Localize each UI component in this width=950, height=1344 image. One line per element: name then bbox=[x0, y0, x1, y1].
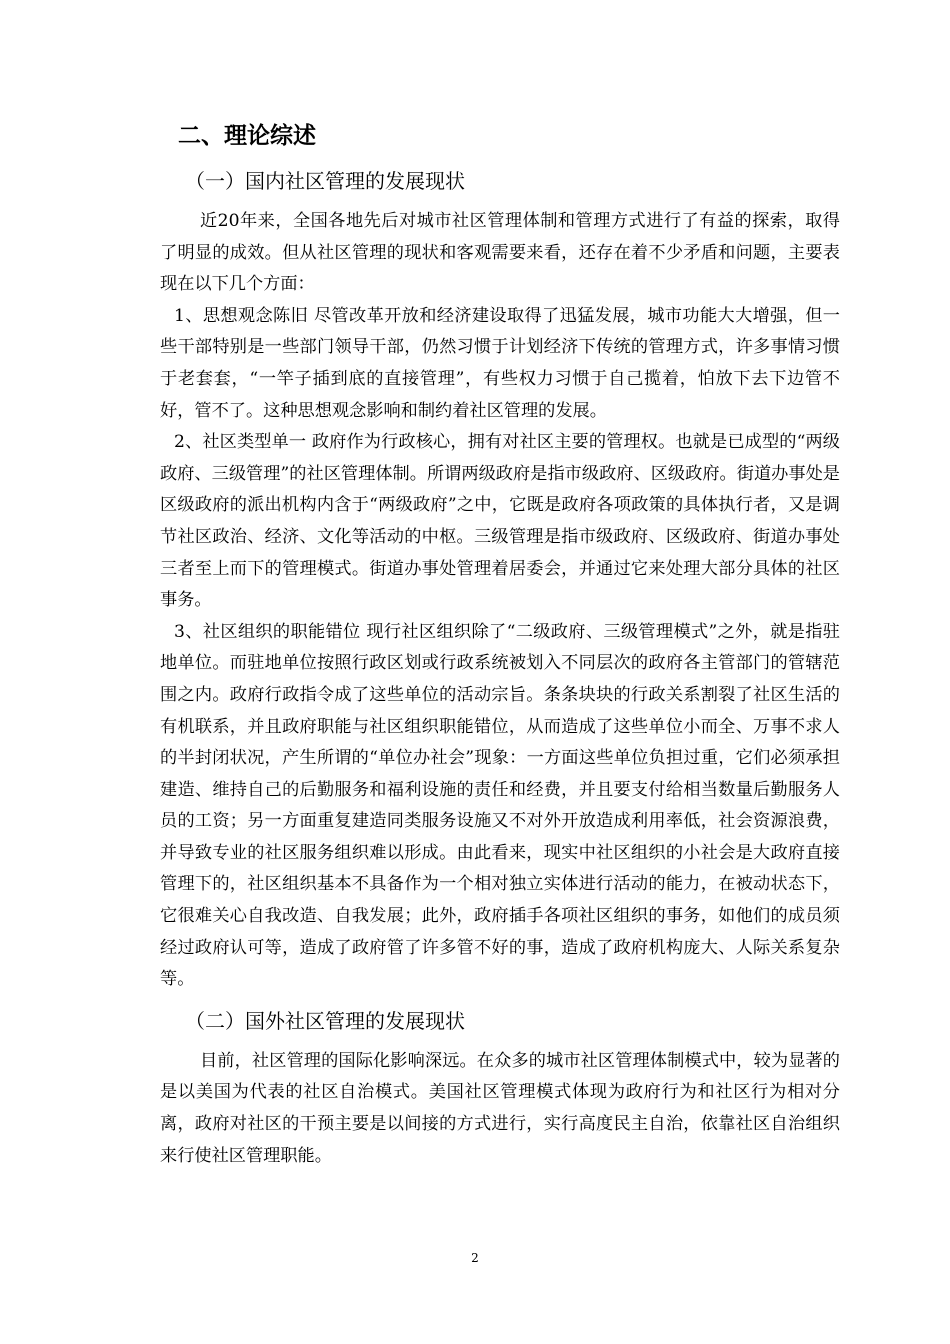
page-content bbox=[160, 110, 840, 1172]
paragraph-foreign: 目前，社区管理的国际化影响深远。在众多的城市社区管理体制模式中，较为显著的是以美国为代表的社区自治模式。美国社区管理模式体现为政府行为和社区行为相对分离，政府对社区的干预主要是以间接的方式进行，实行高度民主自治，依靠社区自治组织来行使社区管理职能。 bbox=[160, 1050, 840, 1166]
section-title-foreign: （二）国外社区管理的发展现状 bbox=[185, 1008, 465, 1033]
list-item: 3、社区组织的职能错位 现行社区组织除了“二级政府、三级管理模式”之外，就是指驻地单位。而驻地单位按照行政区划或行政系统被划入不同层次的政府各主管部门的管辖范围之内。政府行政指令成了这些单位的活动宗旨。条条块块的行政关系割裂了社区生活的有机联系，并且政府职能与社区组织职能错位，从而造成了这些单位小而全、万事不求人的半封闭状况，产生所谓的“单位办社会”现象：一方面这些单位负担过重，它们必须承担建造、维持自己的后勤服务和福利设施的责任和经费，并且要支付给相当数量后勤服务人员的工资；另一方面重复建造同类服务设施又不对外开放造成利用率低，社会资源浪费，并导致专业的社区服务组织难以形成。由此看来，现实中社区组织的小社会是大政府直接管理下的，社区组织基本不具备作为一个相对独立实体进行活动的能力，在被动状态下，它很难关心自我改造、自我发展；此外，政府插手各项社区组织的事务，如他们的成员须经过政府认可等，造成了政府管了许多管不好的事，造成了政府机构庞大、人际关系复杂等。 bbox=[160, 621, 840, 990]
list-item: 1、思想观念陈旧 尽管改革开放和经济建设取得了迅猛发展，城市功能大大增强，但一些干部特别是一些部门领导干部，仍然习惯于计划经济下传统的管理方式，许多事情习惯于老套套，“一竿子插到底的直接管理”，有些权力习惯于自己揽着，怕放下去下边管不好，管不了。这种思想观念影响和制约着社区管理的发展。 bbox=[160, 305, 840, 421]
list-item: 2、社区类型单一 政府作为行政核心，拥有对社区主要的管理权。也就是已成型的“两级政府、三级管理”的社区管理体制。所谓两级政府是指市级政府、区级政府。街道办事处是区级政府的派出机构内含于“两级政府”之中，它既是政府各项政策的具体执行者，又是调节社区政治、经济、文化等活动的中枢。三级管理是指市级政府、区级政府、街道办事处三者至上而下的管理模式。街道办事处管理着居委会，并通过它来处理大部分具体的社区事务。 bbox=[160, 432, 840, 611]
section-title-domestic: （一）国内社区管理的发展现状 bbox=[185, 169, 465, 193]
page-number: 2 bbox=[471, 1251, 479, 1265]
chapter-heading: 二、理论综述 bbox=[178, 123, 316, 149]
paragraph-intro: 近20年来，全国各地先后对城市社区管理体制和管理方式进行了有益的探索，取得了明显的成效。但从社区管理的现状和客观需要来看，还存在着不少矛盾和问题，主要表现在以下几个方面： bbox=[160, 211, 840, 295]
